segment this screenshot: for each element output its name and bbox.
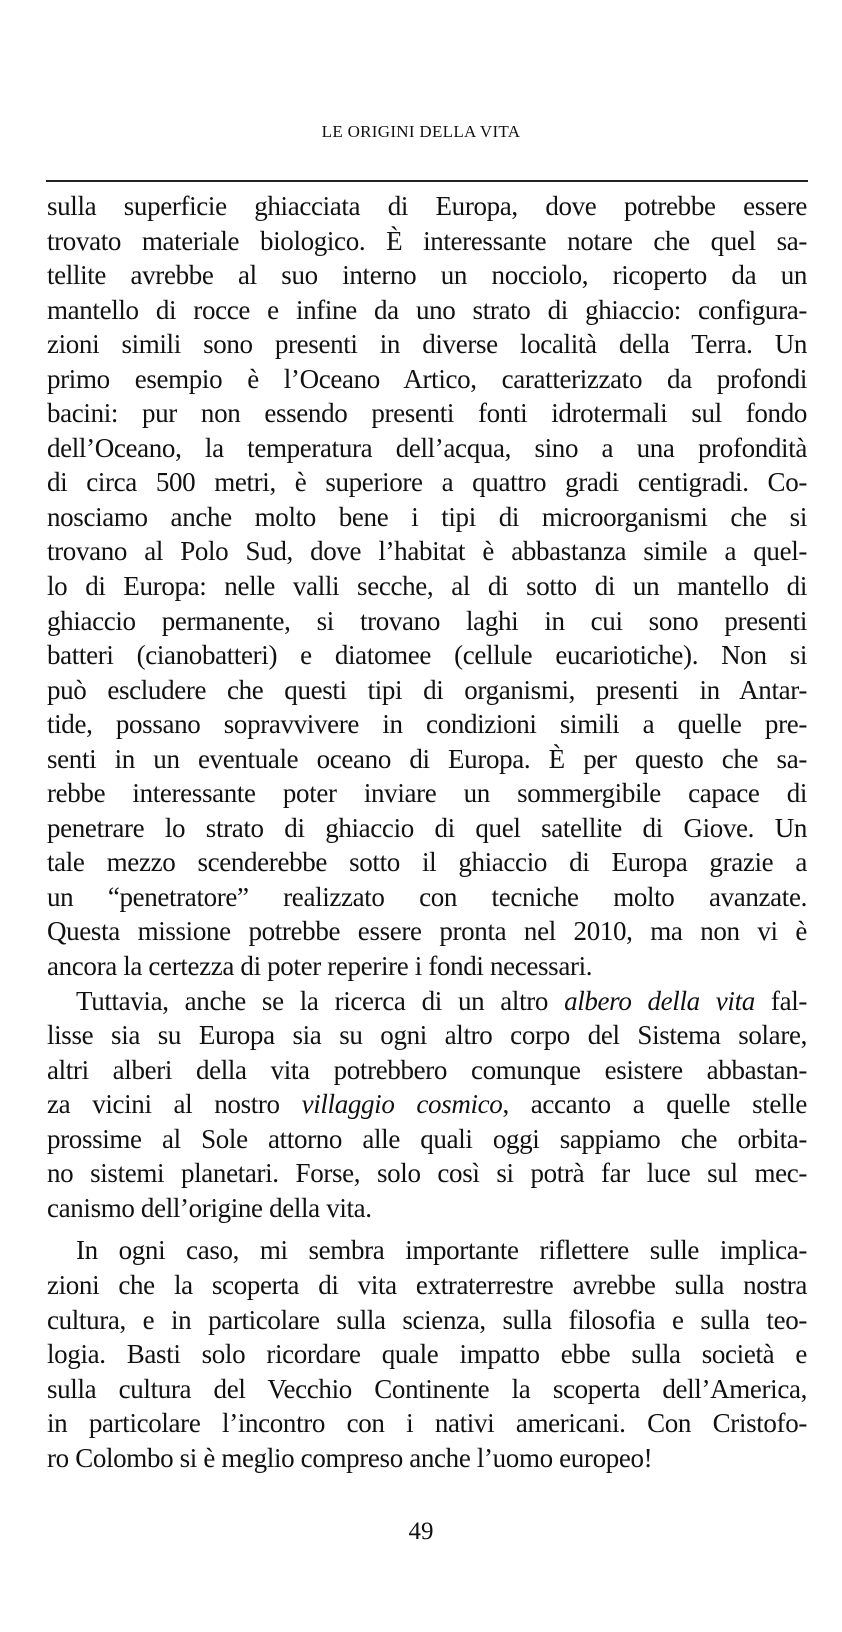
page-number: 49 xyxy=(408,1518,434,1545)
text-line: un “penetratore” realizzato con tecniche molto avanzate. xyxy=(47,881,807,912)
text-line: logia. Basti solo ricordare quale impatto ebbe sulla società e xyxy=(47,1339,807,1370)
text-line: ghiaccio permanente, si trovano laghi in cui sono presenti xyxy=(47,605,807,636)
text-line: cultura, e in particolare sulla scienza, sulla filosofia e sulla teo- xyxy=(47,1304,807,1335)
text-line: nosciamo anche molto bene i tipi di microorganismi che si xyxy=(47,501,807,532)
text-line: tellite avrebbe al suo interno un nocciolo, ricoperto da un xyxy=(47,260,807,291)
text-line: ro Colombo si è meglio compreso anche l’uomo europeo! xyxy=(47,1442,653,1473)
text-line: ancora la certezza di poter reperire i fondi necessari. xyxy=(47,951,593,982)
text-line: senti in un eventuale oceano di Europa. È per questo che sa- xyxy=(47,743,807,774)
text-line: In ogni caso, mi sembra importante riflettere sulle implica- xyxy=(76,1235,807,1266)
text-line: tide, possano sopravvivere in condizioni simili a quelle pre- xyxy=(47,709,807,740)
text-line: no sistemi planetari. Forse, solo così si potrà far luce sul mec- xyxy=(47,1158,807,1189)
text-line: za vicini al nostro villaggio cosmico, accanto a quelle stelle xyxy=(47,1089,807,1120)
text-line: batteri (cianobatteri) e diatomee (cellule eucariotiche). Non si xyxy=(47,640,807,671)
text-line: canismo dell’origine della vita. xyxy=(47,1192,372,1223)
text-line: trovano al Polo Sud, dove l’habitat è abbastanza simile a quel- xyxy=(47,536,807,567)
text-line: può escludere che questi tipi di organismi, presenti in Antar- xyxy=(47,674,807,705)
text-line: zioni simili sono presenti in diverse località della Terra. Un xyxy=(47,329,807,360)
text-line: mantello di rocce e infine da uno strato di ghiaccio: configura- xyxy=(47,294,807,325)
text-line: sulla cultura del Vecchio Continente la scoperta dell’America, xyxy=(47,1373,807,1404)
text-line: Tuttavia, anche se la ricerca di un altro albero della vita fal- xyxy=(76,985,808,1016)
text-line: dell’Oceano, la temperatura dell’acqua, sino a una profondità xyxy=(47,432,807,463)
paragraph xyxy=(47,189,807,984)
body-text xyxy=(47,189,807,1475)
text-line: prossime al Sole attorno alle quali oggi sappiamo che orbita- xyxy=(47,1123,807,1154)
text-line: bacini: pur non essendo presenti fonti idrotermali sul fondo xyxy=(47,398,807,429)
header-rule xyxy=(46,180,808,182)
text-line: primo esempio è l’Oceano Artico, caratterizzato da profondi xyxy=(47,363,807,394)
text-line: in particolare l’incontro con i nativi americani. Con Cristofo- xyxy=(47,1408,807,1439)
paragraph xyxy=(47,1233,807,1475)
running-header: LE ORIGINI DELLA VITA xyxy=(321,122,521,141)
italic-term: villaggio cosmico xyxy=(301,1089,503,1120)
text-line: altri alberi della vita potrebbero comunque esistere abbastan- xyxy=(47,1054,807,1085)
text-line: trovato materiale biologico. È interessante notare che quel sa- xyxy=(47,225,807,256)
text-line: sulla superficie ghiacciata di Europa, dove potrebbe essere xyxy=(47,191,807,221)
italic-term: albero della vita xyxy=(564,985,755,1016)
text-line: lisse sia su Europa sia su ogni altro corpo del Sistema solare, xyxy=(47,1020,807,1051)
text-line: tale mezzo scenderebbe sotto il ghiaccio di Europa grazie a xyxy=(47,847,807,878)
text-line: lo di Europa: nelle valli secche, al di sotto di un mantello di xyxy=(47,571,807,602)
text-line: Questa missione potrebbe essere pronta nel 2010, ma non vi è xyxy=(47,916,807,947)
text-line: rebbe interessante poter inviare un sommergibile capace di xyxy=(47,778,807,809)
paragraph xyxy=(47,984,807,1226)
text-line: penetrare lo strato di ghiaccio di quel satellite di Giove. Un xyxy=(47,812,807,843)
text-line: zioni che la scoperta di vita extraterrestre avrebbe sulla nostra xyxy=(47,1269,807,1300)
text-line: di circa 500 metri, è superiore a quattro gradi centigradi. Co- xyxy=(47,467,807,498)
